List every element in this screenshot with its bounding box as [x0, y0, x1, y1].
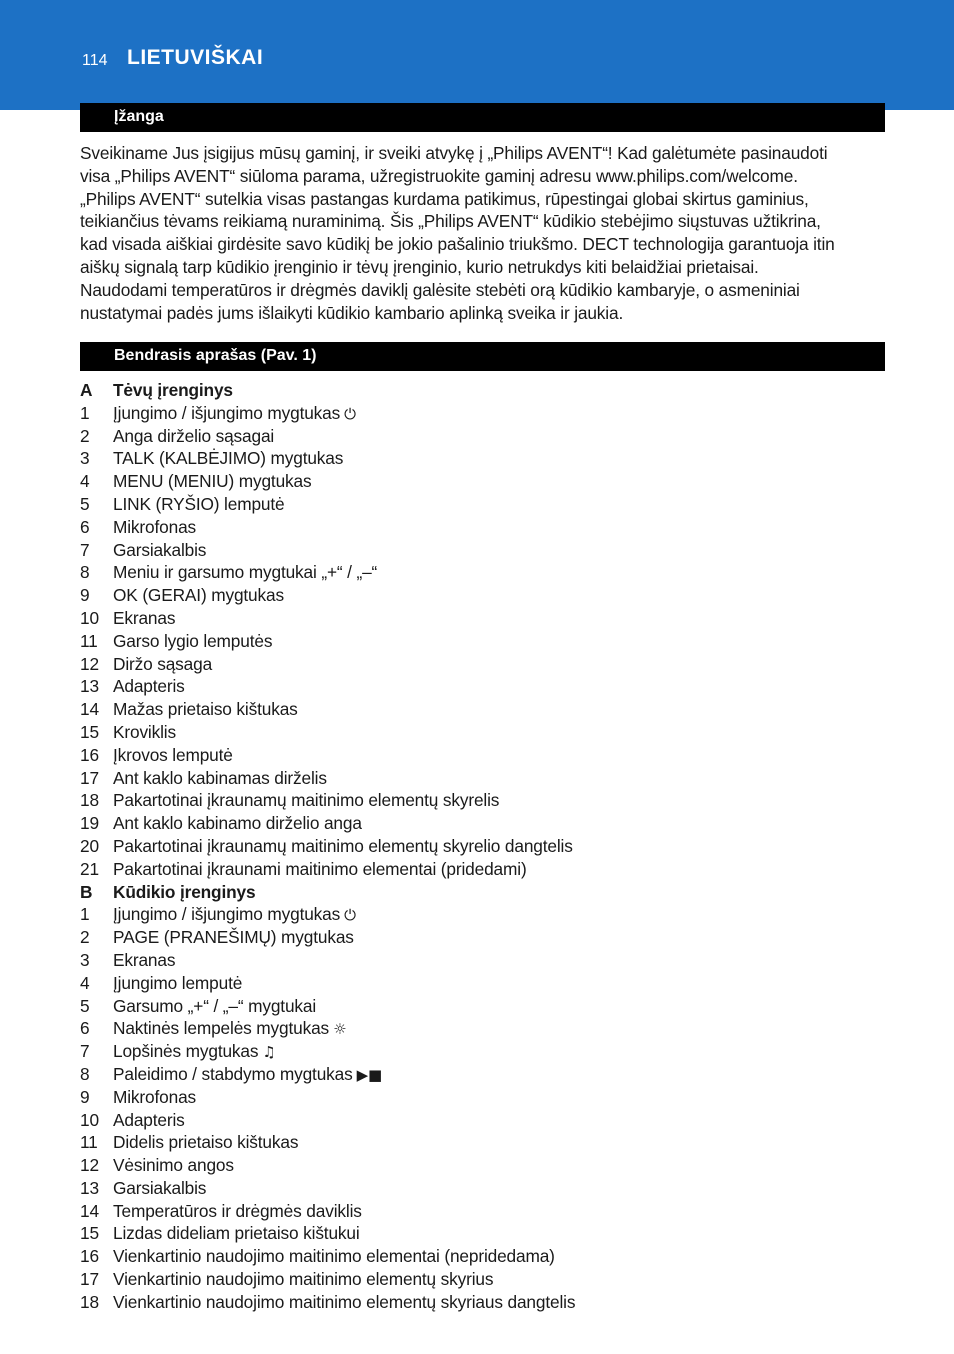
item-label — [113, 1063, 382, 1087]
item-label — [113, 1291, 575, 1314]
list-item — [80, 949, 885, 972]
item-number: 3 — [80, 949, 90, 970]
item-label — [113, 470, 311, 493]
group-title: Kūdikio įrenginys — [113, 881, 256, 902]
list-item — [80, 926, 885, 949]
list-item — [80, 402, 885, 425]
item-label — [113, 995, 316, 1018]
list-item — [80, 744, 885, 767]
list-item — [80, 1222, 885, 1245]
list-item — [80, 653, 885, 676]
list-item — [80, 630, 885, 653]
parent-unit-heading — [80, 379, 885, 402]
item-label — [113, 447, 343, 470]
list-item — [80, 1109, 885, 1132]
item-label — [113, 584, 284, 607]
item-label — [113, 789, 499, 812]
item-text: PAGE (PRANEŠIMŲ) mygtukas — [113, 927, 354, 948]
list-item — [80, 1131, 885, 1154]
item-number: 9 — [80, 585, 90, 606]
item-number: 3 — [80, 448, 90, 469]
item-number: 6 — [80, 1018, 90, 1039]
list-item — [80, 972, 885, 995]
item-number: 5 — [80, 493, 90, 514]
item-number: 10 — [80, 607, 99, 628]
item-label — [113, 630, 272, 653]
item-text: Kroviklis — [113, 721, 176, 742]
item-label — [113, 1245, 555, 1268]
list-item — [80, 1268, 885, 1291]
power-icon: ⏻ — [344, 404, 356, 423]
item-number: 17 — [80, 1269, 99, 1290]
item-label — [113, 1131, 298, 1154]
item-label — [113, 767, 327, 790]
list-item — [80, 1154, 885, 1177]
list-item — [80, 675, 885, 698]
item-number: 2 — [80, 425, 90, 446]
item-number: 1 — [80, 904, 90, 925]
list-item — [80, 858, 885, 881]
item-label — [113, 516, 196, 539]
item-label — [113, 812, 362, 835]
item-text: Anga dirželio sąsagai — [113, 425, 275, 446]
list-item — [80, 835, 885, 858]
item-number: 20 — [80, 835, 99, 856]
item-label — [113, 653, 212, 676]
list-item — [80, 1291, 885, 1314]
item-label — [113, 1222, 360, 1245]
item-text: Mažas prietaiso kištukas — [113, 699, 298, 720]
item-text: MENU (MENIU) mygtukas — [113, 471, 312, 492]
item-label — [113, 698, 298, 721]
list-item — [80, 493, 885, 516]
item-number: 18 — [80, 790, 99, 811]
item-number: 1 — [80, 402, 90, 423]
list-item — [80, 516, 885, 539]
night-light-icon: ☼ — [333, 1020, 347, 1039]
item-label — [113, 493, 284, 516]
item-number: 4 — [80, 972, 90, 993]
list-item — [80, 1177, 885, 1200]
group-title: Tėvų įrenginys — [113, 380, 233, 400]
item-text: Didelis prietaiso kištukas — [113, 1132, 299, 1153]
list-item — [80, 1086, 885, 1109]
section-bar-overview — [80, 342, 885, 371]
list-item — [80, 789, 885, 812]
section-title-intro: Įžanga — [114, 108, 164, 125]
item-number: 12 — [80, 653, 99, 674]
item-text: Garsiakalbis — [113, 539, 207, 560]
item-number: 16 — [80, 744, 99, 765]
item-number: 8 — [80, 1063, 90, 1084]
item-number: 9 — [80, 1086, 90, 1107]
item-label — [113, 1040, 276, 1064]
item-number: 10 — [80, 1109, 99, 1130]
item-text: Mikrofonas — [113, 1086, 197, 1107]
item-text: Adapteris — [113, 1109, 185, 1130]
item-label — [113, 425, 274, 448]
item-text: Paleidimo / stabdymo mygtukas — [113, 1063, 353, 1084]
item-label — [113, 744, 233, 767]
item-text: Įkrovos lemputė — [113, 744, 233, 765]
intro-paragraph — [80, 142, 885, 324]
list-item — [80, 1040, 885, 1063]
intro-line: visa „Philips AVENT“ siūloma parama, užregistruokite gaminį adresu www.philips.com/welcome. — [80, 165, 798, 186]
intro-line: Naudodami temperatūros ir drėgmės daviklį galėsite stebėti orą kūdikio kambaryje, o asmeniniai — [80, 279, 800, 300]
item-text: Garsiakalbis — [113, 1177, 207, 1198]
item-number: 19 — [80, 813, 99, 834]
list-item — [80, 1200, 885, 1223]
power-icon: ⏻ — [344, 906, 356, 925]
item-text: Įjungimo / išjungimo mygtukas — [113, 402, 341, 423]
item-text: LINK (RYŠIO) lemputė — [113, 493, 285, 514]
list-item — [80, 470, 885, 493]
intro-line: teikiančius tėvams reikiamą nuraminimą. Šis „Philips AVENT“ kūdikio stebėjimo siųstuvas užtikrina, — [80, 211, 821, 232]
item-number: 11 — [80, 630, 98, 651]
item-label — [113, 1109, 185, 1132]
list-item — [80, 903, 885, 926]
item-number: 11 — [80, 1132, 98, 1153]
item-label — [113, 835, 573, 858]
intro-line: nustatymai padės jums išlaikyti kūdikio kambario aplinką sveika ir jaukia. — [80, 302, 624, 323]
item-text: OK (GERAI) mygtukas — [113, 585, 284, 606]
list-item — [80, 1245, 885, 1268]
item-label — [113, 561, 377, 584]
item-number: 17 — [80, 767, 99, 788]
group-letter: A — [80, 380, 93, 400]
item-text: Meniu ir garsumo mygtukai „+“ / „–“ — [113, 562, 378, 583]
item-label — [113, 949, 175, 972]
item-text: Lopšinės mygtukas — [113, 1041, 259, 1062]
item-number: 21 — [80, 858, 99, 879]
item-text: Vienkartinio naudojimo maitinimo elementų skyriaus dangtelis — [113, 1291, 576, 1312]
play-stop-icon: ▶■ — [356, 1065, 383, 1084]
intro-line: aiškų signalą tarp kūdikio įrenginio ir tėvų įrenginio, kurio netrukdys kiti belaidžiai prietaisai. — [80, 256, 759, 277]
list-item — [80, 995, 885, 1018]
list-item — [80, 721, 885, 744]
parts-list — [80, 379, 885, 1314]
list-item — [80, 812, 885, 835]
item-label — [113, 1017, 346, 1041]
item-number: 4 — [80, 471, 90, 492]
page-header — [0, 0, 954, 110]
item-number: 12 — [80, 1155, 99, 1176]
item-label — [113, 402, 356, 426]
item-text: Diržo sąsaga — [113, 653, 213, 674]
list-item — [80, 425, 885, 448]
item-number: 15 — [80, 1223, 99, 1244]
item-number: 15 — [80, 721, 99, 742]
section-title-overview: Bendrasis aprašas (Pav. 1) — [114, 347, 317, 364]
item-text: Vėsinimo angos — [113, 1155, 234, 1176]
item-text: Temperatūros ir drėgmės daviklis — [113, 1200, 362, 1221]
item-label — [113, 1200, 362, 1223]
list-item — [80, 539, 885, 562]
item-text: TALK (KALBĖJIMO) mygtukas — [113, 448, 344, 469]
item-label — [113, 721, 176, 744]
baby-unit-heading — [80, 881, 885, 904]
item-label — [113, 1086, 196, 1109]
item-text: Adapteris — [113, 676, 185, 697]
item-text: Įjungimo lemputė — [113, 972, 243, 993]
item-label — [113, 903, 356, 927]
item-number: 8 — [80, 562, 90, 583]
item-label — [113, 858, 527, 881]
item-text: Pakartotinai įkraunami maitinimo elementai (pridedami) — [113, 858, 527, 879]
list-item — [80, 447, 885, 470]
item-number: 14 — [80, 1200, 99, 1221]
lullaby-icon: ♫ — [262, 1043, 276, 1062]
intro-line: „Philips AVENT“ sutelkia visas pastangas kurdama patikimus, rūpestingai globai skirtus gaminius, — [80, 188, 809, 209]
item-text: Ant kaklo kabinamas dirželis — [113, 767, 327, 788]
list-item — [80, 561, 885, 584]
item-label — [113, 675, 185, 698]
language-title: LIETUVIŠKAI — [127, 46, 264, 69]
item-label — [113, 539, 206, 562]
item-text: Garso lygio lemputės — [113, 630, 273, 651]
item-label — [113, 1177, 206, 1200]
list-item — [80, 698, 885, 721]
list-item — [80, 767, 885, 790]
item-number: 7 — [80, 1041, 90, 1062]
list-item — [80, 607, 885, 630]
item-number: 5 — [80, 995, 90, 1016]
item-text: Vienkartinio naudojimo maitinimo elementai (nepridedama) — [113, 1246, 555, 1267]
item-number: 13 — [80, 1177, 99, 1198]
intro-line: Sveikiname Jus įsigijus mūsų gaminį, ir sveiki atvykę į „Philips AVENT“! Kad galėtumėte pasinaudoti — [80, 143, 828, 163]
item-text: Ekranas — [113, 607, 176, 628]
item-text: Vienkartinio naudojimo maitinimo elementų skyrius — [113, 1269, 494, 1290]
item-label — [113, 926, 354, 949]
item-number: 16 — [80, 1246, 99, 1267]
item-label — [113, 1154, 234, 1177]
item-number: 7 — [80, 539, 90, 560]
item-text: Mikrofonas — [113, 516, 197, 537]
page-number: 114 — [82, 52, 108, 69]
item-number: 14 — [80, 699, 99, 720]
item-number: 13 — [80, 676, 99, 697]
item-text: Pakartotinai įkraunamų maitinimo elementų skyrelis — [113, 790, 500, 811]
item-text: Pakartotinai įkraunamų maitinimo elementų skyrelio dangtelis — [113, 835, 573, 856]
list-item — [80, 584, 885, 607]
item-label — [113, 972, 242, 995]
group-letter: B — [80, 881, 93, 902]
item-text: Garsumo „+“ / „–“ mygtukai — [113, 995, 317, 1016]
item-text: Ant kaklo kabinamo dirželio anga — [113, 813, 362, 834]
item-label — [113, 1268, 493, 1291]
item-number: 18 — [80, 1291, 99, 1312]
item-text: Lizdas dideliam prietaiso kištukui — [113, 1223, 360, 1244]
list-item — [80, 1017, 885, 1040]
item-text: Ekranas — [113, 949, 176, 970]
item-label — [113, 607, 175, 630]
section-bar-intro — [80, 103, 885, 132]
item-text: Naktinės lempelės mygtukas — [113, 1018, 330, 1039]
item-number: 2 — [80, 927, 90, 948]
list-item — [80, 1063, 885, 1086]
item-number: 6 — [80, 516, 90, 537]
item-text: Įjungimo / išjungimo mygtukas — [113, 904, 341, 925]
intro-line: kad visada aiškiai girdėsite savo kūdikį be jokio pašalinio triukšmo. DECT technologija garantuoja itin — [80, 234, 835, 255]
